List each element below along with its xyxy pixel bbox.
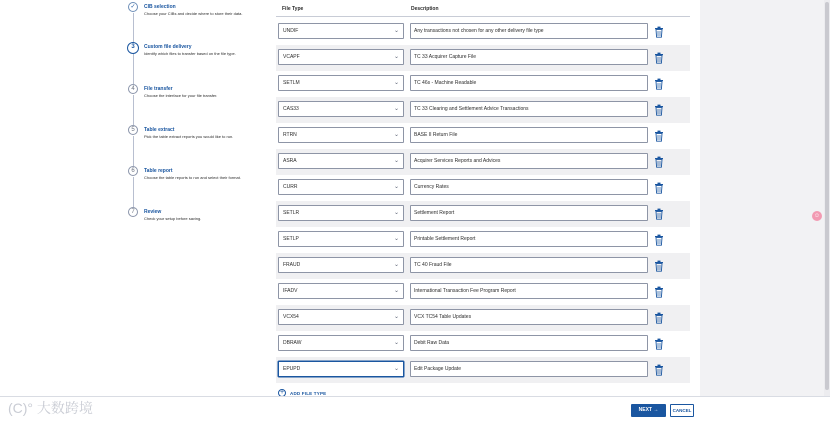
description-field[interactable]: TC 40 Fraud File <box>410 257 648 273</box>
table-row <box>276 331 690 357</box>
trash-icon[interactable] <box>654 181 664 193</box>
file-type-select[interactable] <box>278 49 404 65</box>
description-field[interactable]: TC 33 Acquirer Capture File <box>410 49 648 65</box>
step-title[interactable]: Review <box>144 209 162 215</box>
step-connector <box>133 13 134 42</box>
table-row <box>276 175 690 201</box>
step-description: Pick the table extract reports you would like to run. <box>144 134 234 139</box>
file-type-value: IFADV <box>283 288 298 294</box>
file-type-value: DBRAW <box>283 340 302 346</box>
file-type-select[interactable] <box>278 361 404 377</box>
description-field[interactable]: Any transactions not chosen for any other delivery file type <box>410 23 648 39</box>
step-title[interactable]: File transfer <box>144 86 173 92</box>
step-number[interactable]: 5 <box>128 125 138 135</box>
file-type-value: VCX54 <box>283 314 299 320</box>
step-description: Identify which files to transfer based on the file type. <box>144 51 236 56</box>
chevron-down-icon: ⌄ <box>393 184 399 190</box>
chevron-down-icon: ⌄ <box>393 262 399 268</box>
description-field[interactable]: Debit Raw Data <box>410 335 648 351</box>
step-number[interactable]: 4 <box>128 84 138 94</box>
file-type-value: SETLM <box>283 80 300 86</box>
trash-icon[interactable] <box>654 155 664 167</box>
file-type-value: FRAUD <box>283 262 301 268</box>
trash-icon[interactable] <box>654 363 664 375</box>
description-field[interactable]: Edit Package Update <box>410 361 648 377</box>
step-connector <box>133 53 134 84</box>
file-type-value: EPUPD <box>283 366 301 372</box>
chevron-down-icon: ⌄ <box>393 210 399 216</box>
trash-icon[interactable] <box>654 337 664 349</box>
file-type-value: UNDIF <box>283 28 299 34</box>
vertical-scrollbar[interactable] <box>824 0 830 396</box>
trash-icon[interactable] <box>654 103 664 115</box>
step-title[interactable]: CIB selection <box>144 4 176 10</box>
file-type-select[interactable] <box>278 283 404 299</box>
description-field[interactable]: Printable Settlement Report <box>410 231 648 247</box>
description-field[interactable]: TC 33 Clearing and Settlement Advice Transactions <box>410 101 648 117</box>
step-number[interactable]: 6 <box>128 166 138 176</box>
chevron-down-icon: ⌄ <box>393 366 399 372</box>
table-row <box>276 149 690 175</box>
trash-icon[interactable] <box>654 311 664 323</box>
add-file-type-label: ADD FILE TYPE <box>290 390 327 396</box>
trash-icon[interactable] <box>654 285 664 297</box>
trash-icon[interactable] <box>654 77 664 89</box>
step-connector <box>133 136 134 166</box>
trash-icon[interactable] <box>654 51 664 63</box>
description-field[interactable]: Acquirer Services Reports and Advices <box>410 153 648 169</box>
file-type-select[interactable] <box>278 101 404 117</box>
file-type-select[interactable] <box>278 179 404 195</box>
step-description: Choose your CIBs and decide where to store their data. <box>144 11 243 16</box>
plus-circle-icon: + <box>279 389 285 396</box>
trash-icon[interactable] <box>654 233 664 245</box>
trash-icon[interactable] <box>654 129 664 141</box>
file-type-select[interactable] <box>278 127 404 143</box>
stepper-panel <box>0 0 272 396</box>
step-description: Choose the interface for your file transfer. <box>144 93 218 98</box>
file-type-select[interactable] <box>278 231 404 247</box>
file-type-value: CURR <box>283 184 298 190</box>
file-type-select[interactable] <box>278 153 404 169</box>
description-field[interactable]: BASE II Return File <box>410 127 648 143</box>
description-field[interactable]: Settlement Report <box>410 205 648 221</box>
next-button[interactable]: NEXT → <box>631 404 666 417</box>
chevron-down-icon: ⌄ <box>393 28 399 34</box>
footer-bar <box>0 396 830 424</box>
description-field[interactable]: Currency Rates <box>410 179 648 195</box>
chevron-down-icon: ⌄ <box>393 340 399 346</box>
header-divider <box>276 16 690 17</box>
file-type-select[interactable] <box>278 257 404 273</box>
table-row <box>276 279 690 305</box>
step-title[interactable]: Table report <box>144 168 173 174</box>
table-row <box>276 123 690 149</box>
file-type-select[interactable] <box>278 75 404 91</box>
chevron-down-icon: ⌄ <box>393 106 399 112</box>
chevron-down-icon: ⌄ <box>393 132 399 138</box>
trash-icon[interactable] <box>654 259 664 271</box>
table-row <box>276 19 690 45</box>
column-header-file-type: File Type <box>282 6 304 12</box>
table-row <box>276 97 690 123</box>
file-type-value: RTRN <box>283 132 297 138</box>
file-type-value: SETLP <box>283 236 299 242</box>
step-connector <box>133 95 134 125</box>
watermark-logo: (C)° 大数跨境 <box>8 400 93 416</box>
trash-icon[interactable] <box>654 207 664 219</box>
file-type-select[interactable] <box>278 309 404 325</box>
chevron-down-icon: ⌄ <box>393 158 399 164</box>
step-title[interactable]: Custom file delivery <box>144 44 192 50</box>
file-type-select[interactable] <box>278 205 404 221</box>
file-type-select[interactable] <box>278 23 404 39</box>
table-row <box>276 253 690 279</box>
trash-icon[interactable] <box>654 25 664 37</box>
chevron-down-icon: ⌄ <box>393 236 399 242</box>
description-field[interactable]: TC 46s - Machine Readable <box>410 75 648 91</box>
column-header-description: Description <box>411 6 439 12</box>
table-row <box>276 71 690 97</box>
step-description: Check your setup before saving. <box>144 216 202 221</box>
chevron-down-icon: ⌄ <box>393 54 399 60</box>
chevron-down-icon: ⌄ <box>393 80 399 86</box>
file-type-value: VCAPF <box>283 54 300 60</box>
description-field[interactable]: International Transaction Fee Program Report <box>410 283 648 299</box>
cancel-button[interactable]: CANCEL <box>670 404 694 417</box>
step-description: Choose the table reports to run and select their format. <box>144 175 241 180</box>
table-row <box>276 45 690 71</box>
file-type-value: SETLR <box>283 210 300 216</box>
file-type-value: CAS33 <box>283 106 299 112</box>
table-row <box>276 305 690 331</box>
file-type-value: ASRA <box>283 158 297 164</box>
scrollbar-thumb[interactable] <box>825 2 829 390</box>
file-type-select[interactable] <box>278 335 404 351</box>
chevron-down-icon: ⌄ <box>393 314 399 320</box>
chevron-down-icon: ⌄ <box>393 288 399 294</box>
feedback-badge[interactable]: ☺ <box>813 213 821 219</box>
table-row <box>276 227 690 253</box>
step-number[interactable]: 3 <box>127 42 139 54</box>
step-title[interactable]: Table extract <box>144 127 175 133</box>
checkmark-icon[interactable]: ✓ <box>128 2 138 12</box>
step-number[interactable]: 7 <box>128 207 138 217</box>
table-row <box>276 357 690 383</box>
description-field[interactable]: VCX TC54 Table Updates <box>410 309 648 325</box>
table-row <box>276 201 690 227</box>
step-connector <box>133 177 134 207</box>
